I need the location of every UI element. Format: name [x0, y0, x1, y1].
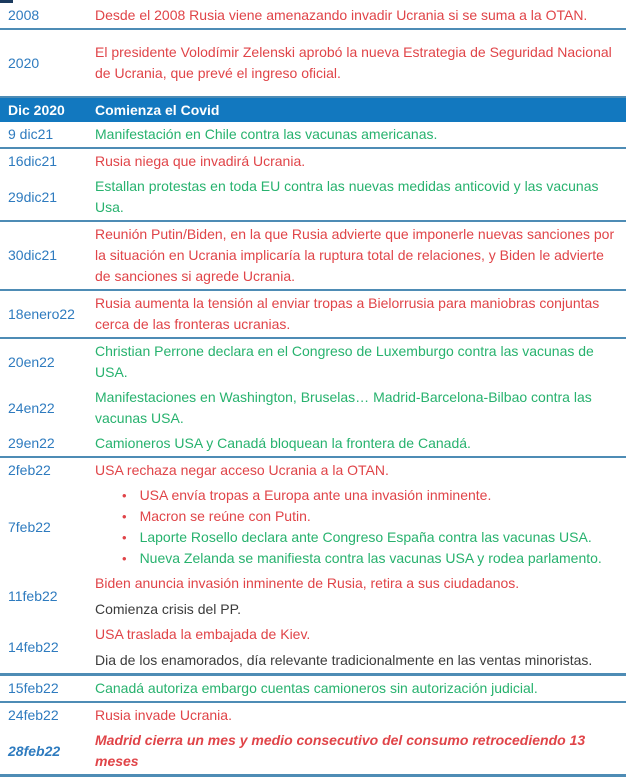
bullet-text: USA envía tropas a Europa ante una invasión inminente.	[139, 487, 492, 503]
bullet-icon: •	[122, 530, 127, 545]
table-row	[0, 431, 626, 456]
table-section	[0, 458, 626, 676]
bullet-icon: •	[122, 488, 127, 503]
date-cell: 2feb22	[8, 462, 51, 478]
table-row	[0, 149, 626, 174]
table-row	[0, 458, 626, 483]
table-section	[0, 222, 626, 291]
event-text: Manifestaciones en Washington, Bruselas… Madrid-Barcelona-Bilbao contra las vacunas USA.	[95, 389, 592, 426]
event-text: Camioneros USA y Canadá bloquean la frontera de Canadá.	[95, 435, 471, 451]
event-text: Madrid cierra un mes y medio consecutivo del consumo retrocediendo 13 meses	[95, 732, 586, 769]
bullet-text: Macron se reúne con Putin.	[139, 508, 311, 524]
date-cell: 2020	[8, 54, 40, 71]
date-cell: 9 dic21	[8, 126, 54, 142]
table-row	[0, 291, 626, 337]
header-date-cell: Dic 2020	[8, 102, 65, 118]
event-cell	[95, 624, 626, 671]
event-cell	[95, 5, 626, 26]
event-cell	[95, 460, 626, 481]
table-section	[0, 98, 626, 122]
event-cell	[95, 387, 626, 429]
event-text	[95, 548, 618, 569]
date-cell: 30dic21	[8, 247, 58, 263]
table-row	[0, 385, 626, 431]
event-cell	[95, 124, 626, 145]
table-section	[0, 30, 626, 98]
event-cell	[95, 705, 626, 726]
table-section	[0, 291, 626, 339]
event-text	[95, 527, 618, 548]
table-row	[0, 30, 626, 96]
event-text: Dia de los enamorados, día relevante tradicionalmente en las ventas minoristas.	[95, 652, 593, 668]
event-text: USA rechaza negar acceso Ucrania a la OTAN.	[95, 462, 389, 478]
event-text: Manifestación en Chile contra las vacunas americanas.	[95, 126, 438, 142]
event-text	[95, 485, 618, 506]
date-cell: 14feb22	[8, 639, 59, 655]
event-text: Comienza crisis del PP.	[95, 601, 242, 617]
date-cell: 20en22	[8, 353, 55, 370]
table-row	[0, 339, 626, 385]
date-cell: 18enero22	[8, 305, 75, 322]
table-section	[0, 3, 626, 30]
table-row	[0, 174, 626, 220]
table-section	[0, 703, 626, 777]
event-cell	[95, 573, 626, 620]
table-row	[0, 483, 626, 571]
header-event-cell: Comienza el Covid	[95, 102, 220, 118]
table-corner-border-remnant	[0, 0, 13, 3]
event-text: Christian Perrone declara en el Congreso de Luxemburgo contra las vacunas de USA.	[95, 343, 594, 380]
table-row	[0, 122, 626, 147]
event-cell	[95, 341, 626, 383]
timeline-body	[0, 3, 626, 777]
event-cell	[95, 730, 626, 772]
event-text: Canadá autoriza embargo cuentas camioneros sin autorización judicial.	[95, 680, 538, 696]
event-text: Biden anuncia invasión inminente de Rusia, retira a sus ciudadanos.	[95, 575, 520, 591]
date-cell: 7feb22	[8, 518, 51, 535]
table-section	[0, 149, 626, 222]
table-row	[0, 3, 626, 28]
bullet-icon: •	[122, 551, 127, 566]
bullet-text: Nueva Zelanda se manifiesta contra las vacunas USA y rodea parlamento.	[139, 550, 602, 566]
event-cell	[95, 42, 626, 84]
event-cell	[95, 485, 626, 569]
event-text: Desde el 2008 Rusia viene amenazando invadir Ucrania si se suma a la OTAN.	[95, 7, 588, 23]
event-cell	[95, 293, 626, 335]
bullet-icon: •	[122, 509, 127, 524]
event-text: El presidente Volodímir Zelenski aprobó la nueva Estrategia de Seguridad Nacional de Ucrania, que prevé el ingreso oficial.	[95, 44, 612, 81]
table-row	[0, 676, 626, 701]
table-row	[0, 703, 626, 728]
table-row	[0, 622, 626, 673]
date-cell: 15feb22	[8, 680, 59, 696]
table-header-row	[0, 98, 626, 122]
date-cell: 24en22	[8, 399, 55, 416]
event-text: USA traslada la embajada de Kiev.	[95, 626, 311, 642]
table-row	[0, 222, 626, 289]
event-text: Rusia invade Ucrania.	[95, 707, 232, 723]
date-cell: 28feb22	[8, 742, 61, 759]
event-text: Estallan protestas en toda EU contra las nuevas medidas anticovid y las vacunas Usa.	[95, 178, 599, 215]
date-cell: 29en22	[8, 435, 55, 451]
event-cell	[95, 224, 626, 287]
event-text: Reunión Putin/Biden, en la que Rusia advierte que imponerle nuevas sanciones por la situación en Ucrania implicaría la ruptura total de relaciones, y Biden le advierte de sanciones si agrede Ucrania.	[95, 226, 615, 284]
bullet-text: Laporte Rosello declara ante Congreso España contra las vacunas USA.	[139, 529, 592, 545]
event-cell	[95, 678, 626, 699]
event-text: Rusia niega que invadirá Ucrania.	[95, 153, 306, 169]
event-cell	[95, 433, 626, 454]
table-row	[0, 571, 626, 622]
date-cell: 24feb22	[8, 707, 59, 723]
date-cell: 16dic21	[8, 153, 58, 169]
event-cell	[95, 151, 626, 172]
event-text: Rusia aumenta la tensión al enviar tropas a Bielorrusia para maniobras conjuntas cerca de las fronteras ucranias.	[95, 295, 600, 332]
date-cell: 29dic21	[8, 188, 58, 205]
table-section	[0, 676, 626, 703]
date-cell: 2008	[8, 7, 40, 23]
table-section	[0, 339, 626, 458]
event-cell	[95, 176, 626, 218]
date-cell: 11feb22	[8, 588, 58, 604]
table-section	[0, 122, 626, 149]
event-text	[95, 506, 618, 527]
